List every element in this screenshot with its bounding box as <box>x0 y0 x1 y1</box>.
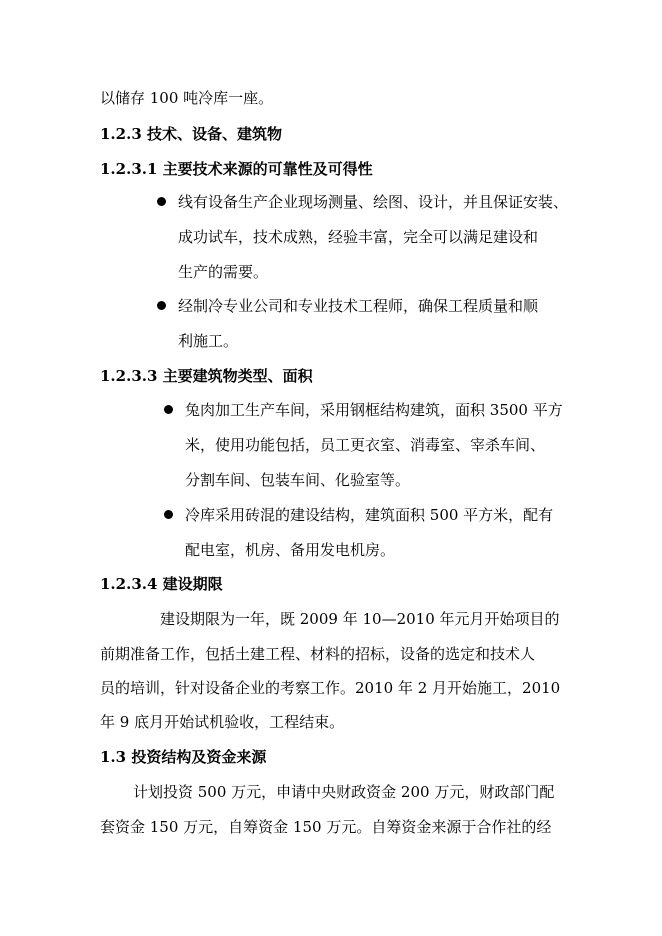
bullet-dot-icon <box>157 301 166 310</box>
paragraph-line: 计划投资 500 万元，申请中央财政资金 200 万元，财政部门配 <box>133 783 555 801</box>
bullet-line: 分割车间、包装车间、化验室等。 <box>185 471 411 489</box>
paragraph-line: 套资金 150 万元，自筹资金 150 万元。自筹资金来源于合作社的经 <box>100 818 552 836</box>
paragraph-line: 年 9 底月开始试机验收，工程结束。 <box>100 713 345 731</box>
paragraph-line: 建设期限为一年，既 2009 年 10—2010 年元月开始项目的 <box>160 610 560 628</box>
paragraph-line: 员的培训，针对设备企业的考察工作。2010 年 2 月开始施工，2010 <box>100 679 561 697</box>
bullet-line: 冷库采用砖混的建设结构，建筑面积 500 平方米，配有 <box>185 506 554 524</box>
bullet-line: 米，使用功能包括，员工更衣室、消毒室、宰杀车间、 <box>185 436 546 454</box>
section-heading-1-2-3-3: 1.2.3.3 主要建筑物类型、面积 <box>100 367 313 385</box>
bullet-dot-icon <box>164 510 173 519</box>
bullet-line: 利施工。 <box>178 332 239 350</box>
section-heading-1-2-3-1: 1.2.3.1 主要技术来源的可靠性及可得性 <box>100 160 373 178</box>
bullet-dot-icon <box>164 405 173 414</box>
section-heading-1-2-3-4: 1.2.3.4 建设期限 <box>100 575 223 593</box>
bullet-line: 成功试车，技术成熟，经验丰富，完全可以满足建设和 <box>178 228 539 246</box>
section-heading-1-2-3: 1.2.3 技术、设备、建筑物 <box>100 125 282 143</box>
paragraph-line: 前期准备工作，包括土建工程、材料的招标，设备的选定和技术人 <box>100 645 536 663</box>
bullet-line: 生产的需要。 <box>178 263 269 281</box>
bullet-line: 兔肉加工生产车间，采用钢框结构建筑，面积 3500 平方 <box>185 401 563 419</box>
bullet-line: 配电室，机房、备用发电机房。 <box>185 541 396 559</box>
bullet-line: 线有设备生产企业现场测量、绘图、设计，并且保证安装、 <box>178 193 569 211</box>
intro-text: 以储存 100 吨冷库一座。 <box>100 89 274 107</box>
bullet-dot-icon <box>157 197 166 206</box>
bullet-line: 经制冷专业公司和专业技术工程师，确保工程质量和顺 <box>178 297 539 315</box>
section-heading-1-3: 1.3 投资结构及资金来源 <box>100 748 267 766</box>
